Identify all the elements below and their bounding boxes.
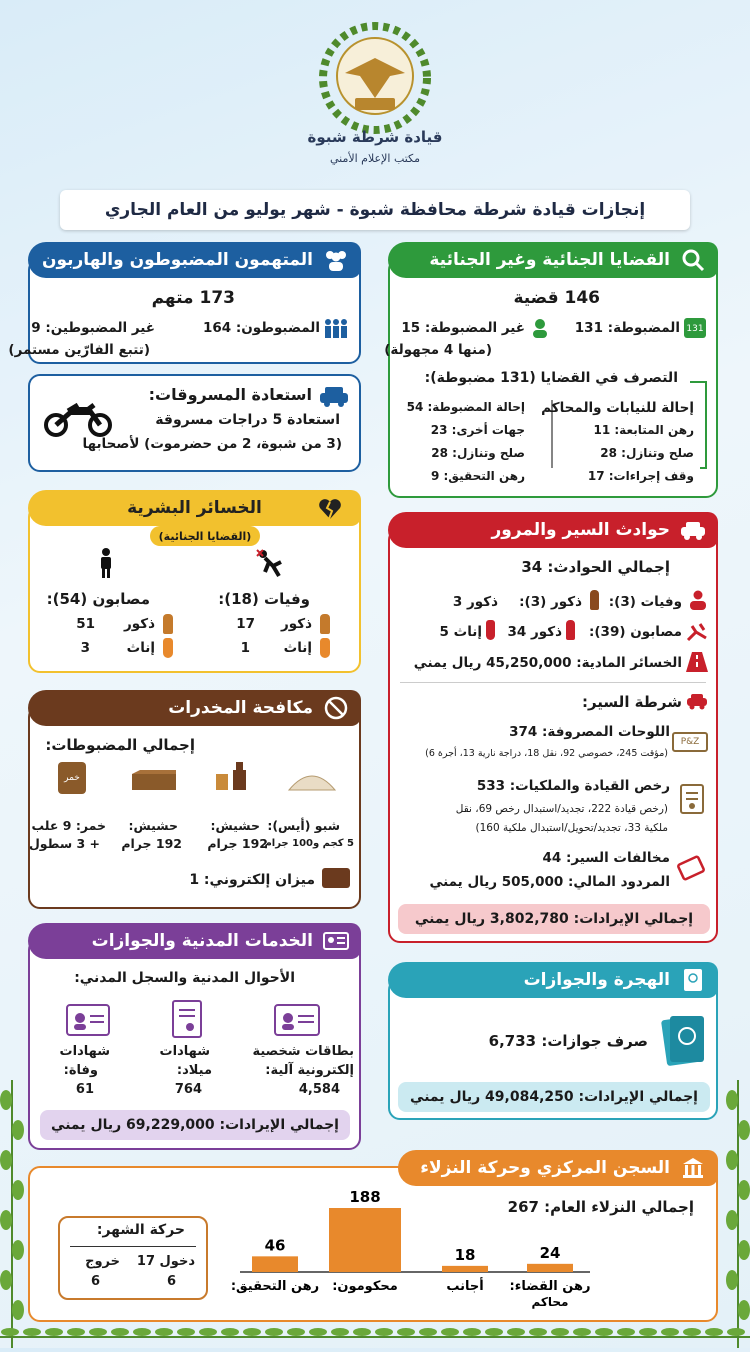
traffic-licenses-note2: ملكية 33، تجديد/تحويل/استبدال ملكية 160) [475,822,668,834]
suspects-note: (تتبع الفارّين مستمر) [8,342,150,358]
traffic-injuries: مصابون (39): [588,624,682,640]
disposition-left-3: رهن التحقيق: 9 [430,469,525,483]
female-icon [163,638,173,658]
leaf [67,1328,85,1336]
disposition-title: التصرف في القضايا (131 مضبوطة): [424,370,678,386]
standing-person-icon [98,548,114,578]
bar-value-label: 24 [539,1243,561,1262]
deaths-male: 17 [236,616,255,632]
powder-icon [287,768,337,790]
criminal-total: 146 قضية [513,288,600,308]
id-card-icon [323,928,349,954]
leaf [265,1328,283,1336]
leaf [595,1328,613,1336]
leaf [309,1328,327,1336]
bar-value-label: 46 [264,1236,286,1255]
civil-item-0-v: 4,584 [298,1082,340,1097]
calendar-icon: 131 [684,318,706,338]
id-card-icon [66,1004,110,1036]
civil-item-1-l1: شهادات [159,1044,210,1059]
bar-3 [252,1256,298,1272]
criminal-seized: المضبوطة: 131 [574,320,680,336]
immigration-title: الهجرة والجوازات [523,970,670,990]
traffic-divider [400,682,706,683]
leaf [573,1328,591,1336]
movement-in-label: دخول 17 [136,1254,195,1269]
bar-category-label: محكومون: [332,1279,398,1294]
leaf [529,1328,547,1336]
drug-name-1: حشيش: [210,818,260,833]
leaf [221,1328,239,1336]
traffic-revenue [398,904,710,934]
prison-title: السجن المركزي وحركة النزلاء [420,1158,670,1178]
car-icon [318,385,350,407]
deaths-female-label: إناث [283,640,312,656]
leaf-bottom-decoration [0,1326,750,1348]
bar-value-label: 18 [454,1245,476,1264]
deaths-male-label: ذكور [280,616,312,632]
bar-1 [442,1266,488,1272]
leaf-right-decoration [726,1080,750,1348]
civil-revenue [40,1110,350,1140]
hashish-icon [130,768,178,792]
inj-title: مصابون (54): [46,590,150,608]
leaf [705,1328,723,1336]
disposition-right-1: رهن المتابعة: 11 [593,423,694,437]
group-icon [323,247,349,273]
disposition-right-3: وقف إجراءات: 17 [587,469,694,483]
taxi-icon [680,517,706,543]
leaf [551,1328,569,1336]
movement-out-label: خروج [85,1254,120,1269]
bar-value-label: 188 [349,1188,381,1206]
fall-icon [255,548,285,578]
traffic-plates: اللوحات المصروفة: 374 [509,724,670,740]
traffic-header [388,512,718,548]
leaf [617,1328,635,1336]
female-icon [320,638,330,658]
bar-chart [230,1188,591,1310]
police-title: شرطة السير: [581,693,682,711]
leaf [485,1328,503,1336]
criminal-title: القضايا الجنائية وغير الجنائية [429,250,670,270]
leaf [243,1328,261,1336]
losses-subtitle: (القضايا الجنائية) [158,529,252,543]
logo-line2: مكتب الإعلام الأمني [329,152,421,165]
criminal-header [388,242,718,278]
drugs-scale: ميزان إلكتروني: 1 [189,872,315,888]
traffic-violations: مخالفات السير: 44 [542,850,670,866]
civil-item-1-v: 764 [174,1082,202,1097]
suspects-header [28,242,361,278]
movement-in-value: 6 [166,1274,176,1289]
stolen-title: استعادة المسروقات: [148,385,312,404]
immigration-revenue [398,1082,710,1112]
male-icon [163,614,173,634]
victim-icon [688,590,708,610]
female-icon [486,620,495,640]
leaf [1,1328,19,1336]
movement-divider [70,1246,196,1247]
civil-item-2-l2: وفاة: [63,1063,98,1078]
leaf [441,1328,459,1336]
leaf [155,1328,173,1336]
traffic-deaths-m: ذكور (3): [519,594,582,610]
disposition-left-1: جهات أخرى: 23 [430,423,525,437]
stolen-line1: استعادة 5 دراجات مسروقة [155,412,340,428]
traffic-material: الخسائر المادية: 45,250,000 ريال يمني [413,655,682,671]
civil-revenue-text: إجمالي الإيرادات: 69,229,000 ريال يمني [51,1117,339,1133]
drug-value-2: 192 جرام [121,836,182,851]
male-icon [590,590,599,610]
passport-big-icon [662,1012,706,1066]
civil-item-2-l1: شهادات [59,1044,110,1059]
plate-icon: P&Z [672,732,708,752]
person-icon [530,318,550,338]
deaths-title: وفيات (18): [218,590,310,608]
page-title: إنجازات قيادة شرطة محافظة شبوة - شهر يوليو من العام الجاري [104,200,646,220]
deaths-female: 1 [240,640,250,656]
taxi-small-icon [686,692,708,710]
traffic-inj-f: إناث 5 [439,624,482,640]
certificate-icon [172,1000,202,1038]
leaf [23,1328,41,1336]
drugs-subtitle: إجمالي المضبوطات: [45,736,195,754]
bar-category-label: رهن التحقيق: [230,1279,320,1294]
can-label: خمر [64,773,80,783]
suspects-title: المتهمون المضبوطون والهاربون [41,250,313,270]
criminal-unseized-note: (منها 4 مجهولة) [384,342,492,358]
traffic-revenue-text: إجمالي الإيرادات: 3,802,780 ريال يمني [414,911,694,927]
inj-male-label: ذكور [123,616,155,632]
inj-female-label: إناث [126,640,155,656]
bar-2 [329,1208,401,1272]
leaf [111,1328,129,1336]
immigration-header [388,962,718,998]
search-icon [680,247,706,273]
disposition-right-0: إحالة للنيابات والمحاكم [541,400,694,416]
traffic-total: إجمالي الحوادث: 34 [521,558,670,576]
traffic-returned: المردود المالي: 505,000 ريال يمني [429,874,670,890]
drug-value-1: 192 جرام [207,836,268,851]
inj-female: 3 [80,640,90,656]
scale-icon [322,868,350,888]
bottle-icon [210,760,254,792]
losses-subtitle-pill [150,526,260,546]
leaf [639,1328,657,1336]
traffic-licenses-note1: (رخص قيادة 222، تجديد/استبدال رخص 69، نقل [455,803,668,815]
bar-0 [527,1264,573,1272]
leaf [661,1328,679,1336]
male-icon [566,620,575,640]
drug-name-3: خمر: 9 علب [31,818,106,833]
bar-category-sublabel: محاكم [531,1295,569,1309]
traffic-inj-m: ذكور 34 [507,624,562,640]
leaf [177,1328,195,1336]
leaf [463,1328,481,1336]
leaf [397,1328,415,1336]
losses-header [28,490,361,526]
crash-icon [686,622,708,642]
ticket-icon [676,856,706,882]
movement-title: حركة الشهر: [96,1222,185,1238]
traffic-plates-note: (مؤقت 245، خصوصي 92، نقل 18، دراجة نارية 13، أجرة 6) [425,748,668,759]
civil-item-1-l2: ميلاد: [176,1063,212,1078]
passport-icon [680,967,706,993]
no-drugs-icon [323,695,349,721]
suspects-total: 173 متهم [151,288,235,308]
civil-subtitle: الأحوال المدنية والسجل المدني: [74,970,295,986]
male-icon [320,614,330,634]
traffic-deaths-m2: ذكور 3 [452,594,498,610]
leaf [45,1328,63,1336]
traffic-deaths: وفيات (3): [608,594,682,610]
id-card-icon [274,1004,320,1036]
drug-value-3: + 3 سطول [28,836,100,851]
inj-male: 51 [76,616,95,632]
leaf [133,1328,151,1336]
leaf [683,1328,701,1336]
disposition-left-2: صلح وتنازل: 28 [431,446,525,460]
leaf [199,1328,217,1336]
leaf [89,1328,107,1336]
civil-item-2-v: 61 [75,1082,94,1097]
civil-title: الخدمات المدنية والجوازات [91,931,313,951]
leaf [375,1328,393,1336]
leaf [507,1328,525,1336]
bar-category-label: أجانب [446,1279,484,1294]
traffic-licenses: رخص القيادة والملكيات: 533 [476,778,670,794]
leaf [727,1328,745,1336]
building-icon [680,1155,706,1181]
civil-header [28,923,361,959]
drugs-title: مكافحة المخدرات [168,698,313,718]
prison-total: إجمالي النزلاء العام: 267 [507,1198,694,1216]
suspects-unseized: غير المضبوطين: 9 [31,320,155,336]
immigration-revenue-text: إجمالي الإيرادات: 49,084,250 ريال يمني [410,1089,698,1105]
drug-name-2: حشيش: [128,818,178,833]
prison-header [398,1150,718,1186]
drugs-header [28,690,361,726]
leaf [419,1328,437,1336]
logo-line1: قيادة شرطة شبوة [307,128,443,146]
traffic-title: حوادث السير والمرور [491,520,670,540]
bar-category-label: رهن القضاء: [509,1279,591,1294]
drug-value-0: 5 كجم و100 جرام [264,838,354,849]
civil-item-0-l2: إلكترونية آلية: [265,1063,354,1078]
civil-item-0-l1: بطاقات شخصية [252,1044,354,1059]
leaf [353,1328,371,1336]
broken-heart-icon [318,498,342,520]
page-title-bar [60,190,690,230]
leaf [331,1328,349,1336]
disposition-right-2: صلح وتنازل: 28 [600,446,694,460]
motorcycle-icon [42,397,114,437]
leaf [287,1328,305,1336]
drug-name-0: شبو (أيس): [267,818,340,833]
immigration-passports: صرف جوازات: 6,733 [488,1032,648,1050]
can-icon [58,762,86,794]
stolen-line2: (3 من شبوة، 2 من حضرموت) لأصحابها [82,436,342,452]
chart [230,1188,591,1310]
disposition-left-0: إحالة المضبوطة: 54 [406,400,525,414]
losses-title: الخسائر البشرية [127,498,262,518]
road-icon [686,652,708,672]
leaf-left-decoration [0,1080,24,1348]
document-icon [680,784,704,814]
movement-out-value: 6 [90,1274,100,1289]
criminal-unseized: غير المضبوطة: 15 [401,320,525,336]
people-icon [323,318,349,338]
suspects-seized: المضبوطون: 164 [202,320,320,336]
